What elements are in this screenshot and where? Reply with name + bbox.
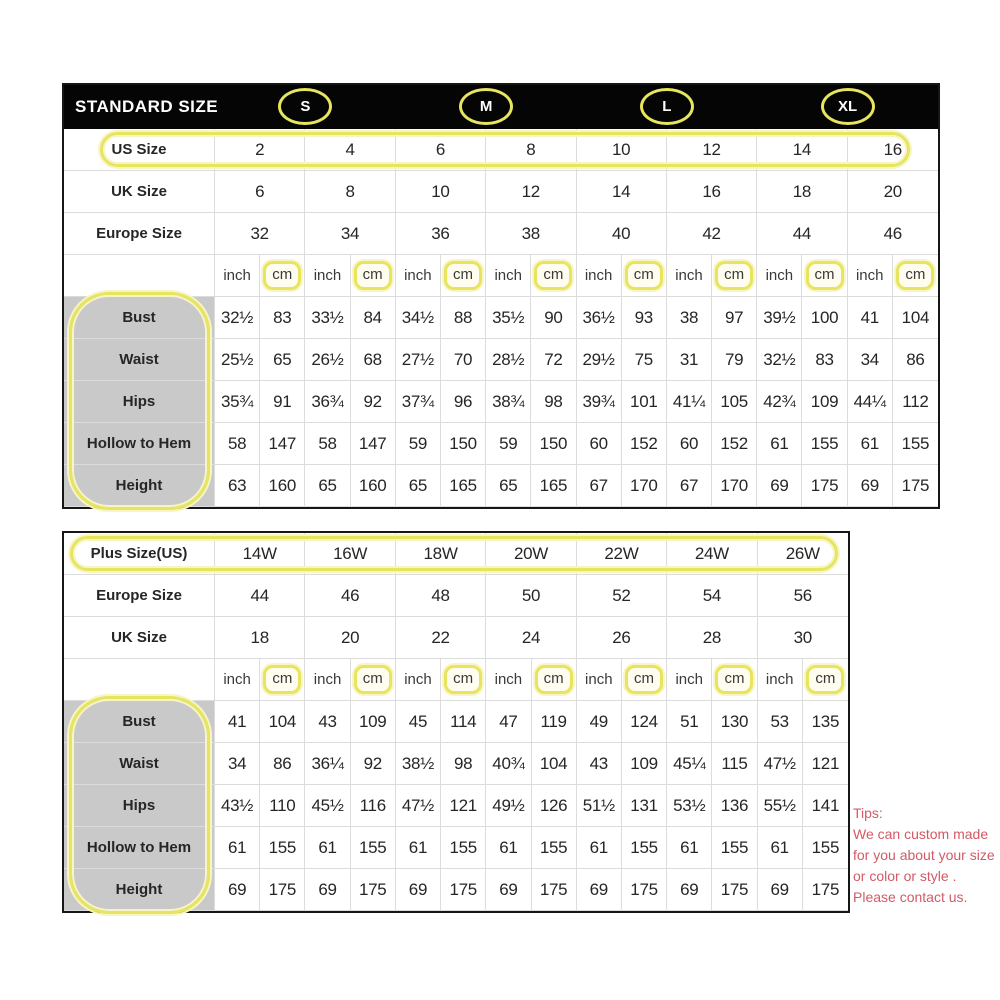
measurement-cell: 65 bbox=[260, 339, 305, 381]
size-group-ellipse-xl: XL bbox=[821, 88, 875, 125]
measurement-cell: 68 bbox=[351, 339, 396, 381]
measurement-cell: 69 bbox=[577, 869, 622, 911]
inch-unit-cell: inch bbox=[215, 659, 260, 701]
measurement-cell: 61 bbox=[577, 827, 622, 869]
cm-highlight-box: cm bbox=[625, 665, 663, 694]
measurement-cell: 29½ bbox=[577, 339, 622, 381]
measurement-cell: 47½ bbox=[396, 785, 441, 827]
measurement-cell: 38 bbox=[667, 297, 712, 339]
measurement-cell: 61 bbox=[215, 827, 260, 869]
measurement-cell: 69 bbox=[215, 869, 260, 911]
measurement-cell: 98 bbox=[531, 381, 576, 423]
measurement-cell: 43 bbox=[305, 701, 350, 743]
cm-unit-cell bbox=[351, 255, 396, 297]
measurement-cell: 69 bbox=[757, 465, 802, 507]
measurement-cell: 59 bbox=[396, 423, 441, 465]
standard-size-table bbox=[62, 83, 940, 509]
measurement-cell: 41 bbox=[215, 701, 260, 743]
measurement-cell: 155 bbox=[532, 827, 577, 869]
size-cell: 10 bbox=[396, 171, 486, 213]
size-cell: 54 bbox=[667, 575, 757, 617]
row-label: Height bbox=[64, 465, 215, 507]
row-label: Hollow to Hem bbox=[64, 423, 215, 465]
size-cell: 22W bbox=[577, 533, 667, 575]
measurement-cell: 84 bbox=[351, 297, 396, 339]
measurement-cell: 25½ bbox=[215, 339, 260, 381]
cm-unit-cell bbox=[260, 255, 305, 297]
inch-unit-cell: inch bbox=[667, 255, 712, 297]
size-cell: 16 bbox=[848, 129, 938, 171]
measurement-cell: 39½ bbox=[757, 297, 802, 339]
size-cell: 16 bbox=[667, 171, 757, 213]
tips-line: We can custom made bbox=[853, 826, 989, 842]
measurement-cell: 69 bbox=[667, 869, 712, 911]
row-label: Europe Size bbox=[64, 575, 215, 617]
size-cell: 20 bbox=[305, 617, 395, 659]
cm-unit-cell bbox=[441, 659, 486, 701]
size-cell: 36 bbox=[396, 213, 486, 255]
size-cell: 14W bbox=[215, 533, 305, 575]
measurement-cell: 69 bbox=[305, 869, 350, 911]
measurement-cell: 60 bbox=[667, 423, 712, 465]
measurement-cell: 92 bbox=[351, 743, 396, 785]
inch-unit-cell: inch bbox=[577, 659, 622, 701]
measurement-cell: 47½ bbox=[758, 743, 803, 785]
measurement-cell: 100 bbox=[802, 297, 847, 339]
cm-highlight-box: cm bbox=[896, 261, 934, 290]
measurement-cell: 45 bbox=[396, 701, 441, 743]
row-label: Hips bbox=[64, 785, 215, 827]
measurement-cell: 83 bbox=[802, 339, 847, 381]
measurement-cell: 34 bbox=[215, 743, 260, 785]
cm-unit-cell bbox=[712, 659, 757, 701]
size-cell: 12 bbox=[486, 171, 576, 213]
measurement-cell: 75 bbox=[622, 339, 667, 381]
measurement-cell: 96 bbox=[441, 381, 486, 423]
measurement-cell: 41 bbox=[848, 297, 893, 339]
row-label: UK Size bbox=[64, 617, 215, 659]
measurement-cell: 97 bbox=[712, 297, 757, 339]
row-label: Hollow to Hem bbox=[64, 827, 215, 869]
cm-unit-cell bbox=[802, 255, 847, 297]
measurement-cell: 63 bbox=[215, 465, 260, 507]
measurement-cell: 67 bbox=[667, 465, 712, 507]
size-cell: 40 bbox=[577, 213, 667, 255]
size-cell: 34 bbox=[305, 213, 395, 255]
size-cell: 8 bbox=[486, 129, 576, 171]
measurement-cell: 36¼ bbox=[305, 743, 350, 785]
measurement-cell: 65 bbox=[486, 465, 531, 507]
measurement-cell: 51½ bbox=[577, 785, 622, 827]
measurement-cell: 34½ bbox=[396, 297, 441, 339]
size-cell: 48 bbox=[396, 575, 486, 617]
measurement-cell: 136 bbox=[712, 785, 757, 827]
measurement-cell: 152 bbox=[622, 423, 667, 465]
measurement-cell: 104 bbox=[260, 701, 305, 743]
measurement-cell: 53 bbox=[758, 701, 803, 743]
size-cell: 52 bbox=[577, 575, 667, 617]
size-cell: 14 bbox=[757, 129, 847, 171]
measurement-cell: 124 bbox=[622, 701, 667, 743]
measurement-cell: 104 bbox=[532, 743, 577, 785]
measurement-cell: 61 bbox=[667, 827, 712, 869]
measurement-cell: 32½ bbox=[215, 297, 260, 339]
measurement-cell: 69 bbox=[758, 869, 803, 911]
size-cell: 56 bbox=[758, 575, 848, 617]
measurement-cell: 72 bbox=[531, 339, 576, 381]
measurement-cell: 121 bbox=[441, 785, 486, 827]
size-cell: 10 bbox=[577, 129, 667, 171]
size-cell: 46 bbox=[305, 575, 395, 617]
size-cell: 12 bbox=[667, 129, 757, 171]
measurement-cell: 36½ bbox=[577, 297, 622, 339]
measurement-cell: 109 bbox=[351, 701, 396, 743]
size-cell: 26 bbox=[577, 617, 667, 659]
tips-line: for you about your size bbox=[853, 847, 995, 863]
size-cell: 44 bbox=[215, 575, 305, 617]
measurement-cell: 98 bbox=[441, 743, 486, 785]
size-cell: 24W bbox=[667, 533, 757, 575]
size-group-ellipse-l: L bbox=[640, 88, 694, 125]
measurement-cell: 69 bbox=[396, 869, 441, 911]
cm-unit-cell bbox=[351, 659, 396, 701]
measurement-cell: 36¾ bbox=[305, 381, 350, 423]
measurement-cell: 60 bbox=[577, 423, 622, 465]
measurement-cell: 109 bbox=[802, 381, 847, 423]
size-cell: 16W bbox=[305, 533, 395, 575]
size-cell: 20W bbox=[486, 533, 576, 575]
measurement-cell: 93 bbox=[622, 297, 667, 339]
measurement-cell: 155 bbox=[802, 423, 847, 465]
measurement-cell: 175 bbox=[351, 869, 396, 911]
size-group-ellipse-s: S bbox=[278, 88, 332, 125]
cm-highlight-box: cm bbox=[806, 665, 844, 694]
size-cell: 6 bbox=[215, 171, 305, 213]
cm-highlight-box: cm bbox=[715, 665, 753, 694]
size-cell: 28 bbox=[667, 617, 757, 659]
size-cell: 2 bbox=[215, 129, 305, 171]
measurement-cell: 27½ bbox=[396, 339, 441, 381]
measurement-cell: 83 bbox=[260, 297, 305, 339]
measurement-cell: 135 bbox=[803, 701, 848, 743]
measurement-cell: 31 bbox=[667, 339, 712, 381]
row-label: Waist bbox=[64, 743, 215, 785]
measurement-cell: 155 bbox=[622, 827, 667, 869]
cm-unit-cell bbox=[803, 659, 848, 701]
measurement-cell: 37¾ bbox=[396, 381, 441, 423]
cm-highlight-box: cm bbox=[806, 261, 844, 290]
row-label: Waist bbox=[64, 339, 215, 381]
measurement-cell: 147 bbox=[351, 423, 396, 465]
measurement-cell: 69 bbox=[486, 869, 531, 911]
size-cell: 24 bbox=[486, 617, 576, 659]
measurement-cell: 61 bbox=[305, 827, 350, 869]
tips-line: Please contact us. bbox=[853, 889, 968, 905]
measurement-cell: 26½ bbox=[305, 339, 350, 381]
tips-note bbox=[853, 803, 999, 908]
measurement-cell: 32½ bbox=[757, 339, 802, 381]
measurement-cell: 114 bbox=[441, 701, 486, 743]
cm-unit-cell bbox=[622, 659, 667, 701]
measurement-cell: 55½ bbox=[758, 785, 803, 827]
row-label bbox=[64, 255, 215, 297]
measurement-cell: 61 bbox=[758, 827, 803, 869]
cm-highlight-box: cm bbox=[444, 665, 482, 694]
measurement-cell: 160 bbox=[351, 465, 396, 507]
measurement-cell: 112 bbox=[893, 381, 938, 423]
inch-unit-cell: inch bbox=[577, 255, 622, 297]
measurement-cell: 105 bbox=[712, 381, 757, 423]
measurement-cell: 104 bbox=[893, 297, 938, 339]
inch-unit-cell: inch bbox=[396, 255, 441, 297]
cm-unit-cell bbox=[531, 255, 576, 297]
measurement-cell: 59 bbox=[486, 423, 531, 465]
measurement-cell: 175 bbox=[802, 465, 847, 507]
measurement-cell: 175 bbox=[532, 869, 577, 911]
measurement-cell: 58 bbox=[215, 423, 260, 465]
measurement-cell: 175 bbox=[441, 869, 486, 911]
cm-highlight-box: cm bbox=[354, 261, 392, 290]
size-cell: 6 bbox=[396, 129, 486, 171]
measurement-cell: 101 bbox=[622, 381, 667, 423]
measurement-cell: 155 bbox=[441, 827, 486, 869]
size-cell: 26W bbox=[758, 533, 848, 575]
measurement-cell: 61 bbox=[396, 827, 441, 869]
measurement-cell: 39¾ bbox=[577, 381, 622, 423]
row-label: Europe Size bbox=[64, 213, 215, 255]
measurement-cell: 165 bbox=[531, 465, 576, 507]
measurement-cell: 65 bbox=[396, 465, 441, 507]
row-label: UK Size bbox=[64, 171, 215, 213]
row-label: Bust bbox=[64, 701, 215, 743]
measurement-cell: 92 bbox=[351, 381, 396, 423]
tips-line: or color or style . bbox=[853, 868, 957, 884]
size-cell: 50 bbox=[486, 575, 576, 617]
measurement-cell: 33½ bbox=[305, 297, 350, 339]
inch-unit-cell: inch bbox=[486, 255, 531, 297]
measurement-cell: 43 bbox=[577, 743, 622, 785]
standard-size-grid bbox=[64, 129, 938, 507]
cm-unit-cell bbox=[893, 255, 938, 297]
row-label: Bust bbox=[64, 297, 215, 339]
measurement-cell: 65 bbox=[305, 465, 350, 507]
measurement-cell: 91 bbox=[260, 381, 305, 423]
cm-highlight-box: cm bbox=[535, 665, 573, 694]
measurement-cell: 175 bbox=[260, 869, 305, 911]
size-cell: 38 bbox=[486, 213, 576, 255]
inch-unit-cell: inch bbox=[758, 659, 803, 701]
measurement-cell: 116 bbox=[351, 785, 396, 827]
measurement-cell: 51 bbox=[667, 701, 712, 743]
measurement-cell: 150 bbox=[531, 423, 576, 465]
measurement-cell: 35½ bbox=[486, 297, 531, 339]
size-cell: 14 bbox=[577, 171, 667, 213]
measurement-cell: 175 bbox=[803, 869, 848, 911]
measurement-cell: 58 bbox=[305, 423, 350, 465]
inch-unit-cell: inch bbox=[757, 255, 802, 297]
measurement-cell: 38¾ bbox=[486, 381, 531, 423]
measurement-cell: 131 bbox=[622, 785, 667, 827]
inch-unit-cell: inch bbox=[486, 659, 531, 701]
plus-size-table bbox=[62, 531, 850, 913]
row-label: Height bbox=[64, 869, 215, 911]
measurement-cell: 53½ bbox=[667, 785, 712, 827]
measurement-cell: 160 bbox=[260, 465, 305, 507]
size-cell: 44 bbox=[757, 213, 847, 255]
measurement-cell: 155 bbox=[893, 423, 938, 465]
measurement-cell: 38½ bbox=[396, 743, 441, 785]
measurement-cell: 115 bbox=[712, 743, 757, 785]
measurement-cell: 88 bbox=[441, 297, 486, 339]
measurement-cell: 61 bbox=[486, 827, 531, 869]
measurement-cell: 141 bbox=[803, 785, 848, 827]
measurement-cell: 90 bbox=[531, 297, 576, 339]
row-label: Plus Size(US) bbox=[64, 533, 215, 575]
measurement-cell: 47 bbox=[486, 701, 531, 743]
cm-unit-cell bbox=[260, 659, 305, 701]
inch-unit-cell: inch bbox=[667, 659, 712, 701]
measurement-cell: 44¼ bbox=[848, 381, 893, 423]
cm-unit-cell bbox=[532, 659, 577, 701]
measurement-cell: 147 bbox=[260, 423, 305, 465]
measurement-cell: 49 bbox=[577, 701, 622, 743]
standard-size-header-bar bbox=[64, 85, 938, 129]
measurement-cell: 175 bbox=[712, 869, 757, 911]
size-cell: 4 bbox=[305, 129, 395, 171]
size-cell: 18W bbox=[396, 533, 486, 575]
size-cell: 20 bbox=[848, 171, 938, 213]
size-cell: 18 bbox=[757, 171, 847, 213]
measurement-cell: 121 bbox=[803, 743, 848, 785]
measurement-cell: 79 bbox=[712, 339, 757, 381]
measurement-cell: 155 bbox=[803, 827, 848, 869]
row-label: Hips bbox=[64, 381, 215, 423]
measurement-cell: 170 bbox=[712, 465, 757, 507]
cm-highlight-box: cm bbox=[263, 665, 301, 694]
measurement-cell: 152 bbox=[712, 423, 757, 465]
row-label bbox=[64, 659, 215, 701]
measurement-cell: 43½ bbox=[215, 785, 260, 827]
size-cell: 22 bbox=[396, 617, 486, 659]
measurement-cell: 61 bbox=[757, 423, 802, 465]
measurement-cell: 175 bbox=[622, 869, 667, 911]
measurement-cell: 130 bbox=[712, 701, 757, 743]
measurement-cell: 34 bbox=[848, 339, 893, 381]
size-cell: 32 bbox=[215, 213, 305, 255]
measurement-cell: 70 bbox=[441, 339, 486, 381]
measurement-cell: 41¼ bbox=[667, 381, 712, 423]
measurement-cell: 86 bbox=[893, 339, 938, 381]
size-group-ellipse-m: M bbox=[459, 88, 513, 125]
measurement-cell: 119 bbox=[532, 701, 577, 743]
measurement-cell: 40¾ bbox=[486, 743, 531, 785]
measurement-cell: 42¾ bbox=[757, 381, 802, 423]
cm-unit-cell bbox=[712, 255, 757, 297]
inch-unit-cell: inch bbox=[396, 659, 441, 701]
measurement-cell: 110 bbox=[260, 785, 305, 827]
tips-heading: Tips: bbox=[853, 805, 883, 821]
plus-size-grid bbox=[64, 533, 848, 911]
measurement-cell: 49½ bbox=[486, 785, 531, 827]
cm-unit-cell bbox=[441, 255, 486, 297]
measurement-cell: 69 bbox=[848, 465, 893, 507]
inch-unit-cell: inch bbox=[215, 255, 260, 297]
measurement-cell: 165 bbox=[441, 465, 486, 507]
measurement-cell: 155 bbox=[351, 827, 396, 869]
cm-highlight-box: cm bbox=[263, 261, 301, 290]
cm-unit-cell bbox=[622, 255, 667, 297]
measurement-cell: 175 bbox=[893, 465, 938, 507]
cm-highlight-box: cm bbox=[444, 261, 482, 290]
standard-size-title: STANDARD SIZE bbox=[75, 97, 219, 116]
measurement-cell: 35¾ bbox=[215, 381, 260, 423]
row-label: US Size bbox=[64, 129, 215, 171]
cm-highlight-box: cm bbox=[534, 261, 572, 290]
measurement-cell: 86 bbox=[260, 743, 305, 785]
size-cell: 30 bbox=[758, 617, 848, 659]
measurement-cell: 155 bbox=[260, 827, 305, 869]
measurement-cell: 109 bbox=[622, 743, 667, 785]
size-cell: 42 bbox=[667, 213, 757, 255]
measurement-cell: 170 bbox=[622, 465, 667, 507]
cm-highlight-box: cm bbox=[354, 665, 392, 694]
measurement-cell: 155 bbox=[712, 827, 757, 869]
size-cell: 46 bbox=[848, 213, 938, 255]
cm-highlight-box: cm bbox=[625, 261, 663, 290]
size-cell: 8 bbox=[305, 171, 395, 213]
size-cell: 18 bbox=[215, 617, 305, 659]
inch-unit-cell: inch bbox=[305, 255, 350, 297]
measurement-cell: 45¼ bbox=[667, 743, 712, 785]
measurement-cell: 61 bbox=[848, 423, 893, 465]
measurement-cell: 150 bbox=[441, 423, 486, 465]
cm-highlight-box: cm bbox=[715, 261, 753, 290]
measurement-cell: 45½ bbox=[305, 785, 350, 827]
inch-unit-cell: inch bbox=[305, 659, 350, 701]
measurement-cell: 126 bbox=[532, 785, 577, 827]
measurement-cell: 67 bbox=[577, 465, 622, 507]
inch-unit-cell: inch bbox=[848, 255, 893, 297]
measurement-cell: 28½ bbox=[486, 339, 531, 381]
